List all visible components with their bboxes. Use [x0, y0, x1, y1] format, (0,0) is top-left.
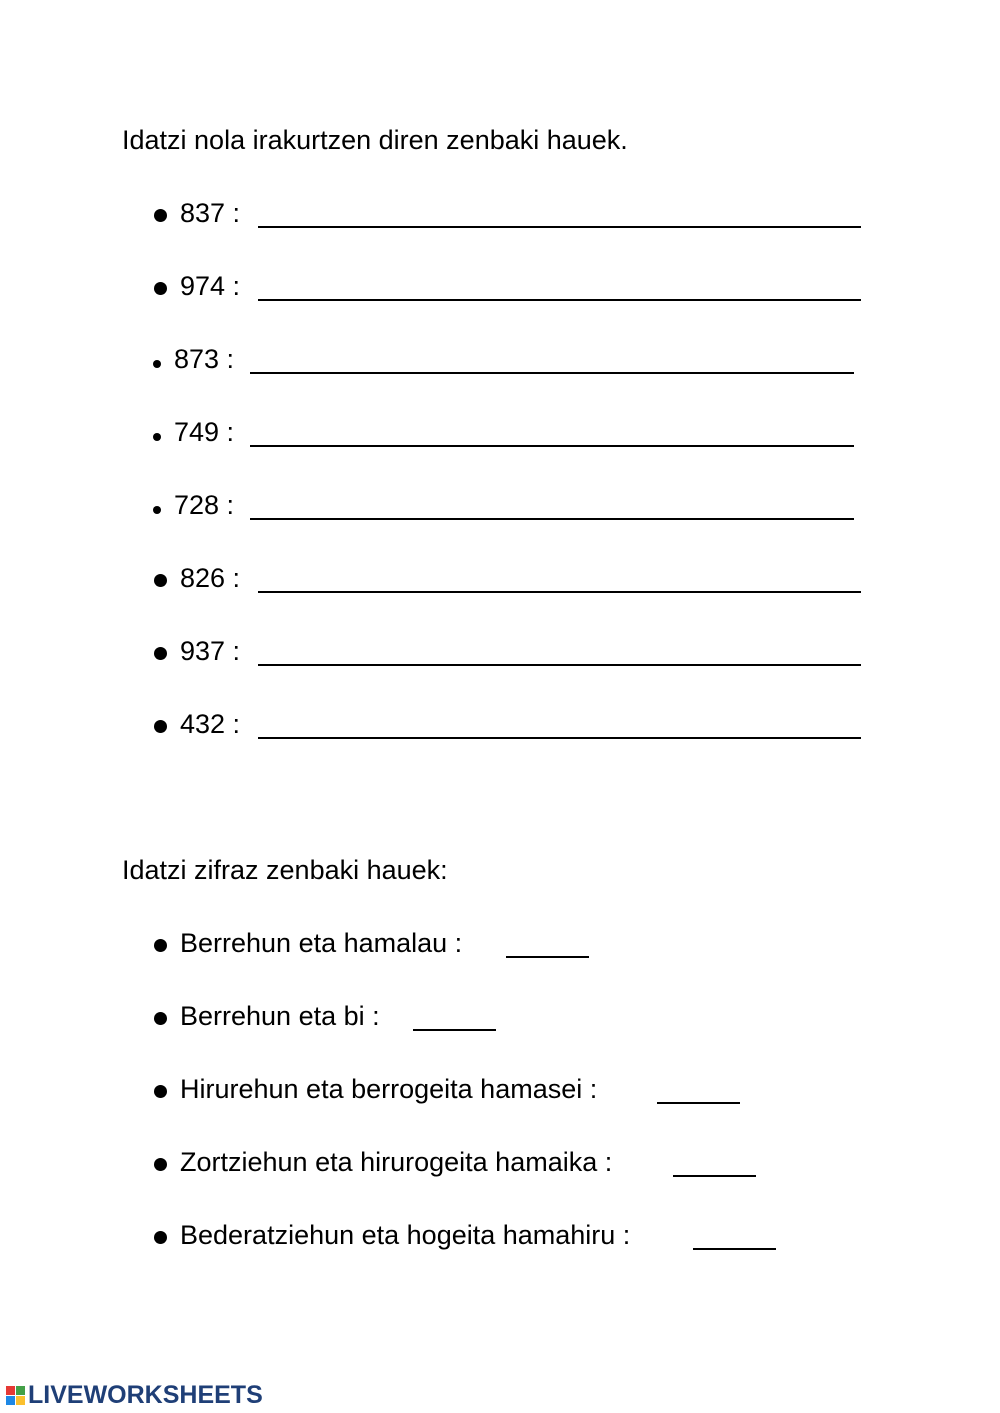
liveworksheets-logo	[6, 1380, 263, 1410]
bullet-icon	[154, 574, 167, 587]
number-label: 974 :	[180, 271, 241, 301]
answer-line[interactable]	[250, 372, 854, 374]
phrase-label: Berrehun eta hamalau :	[180, 928, 463, 958]
section-2-title: Idatzi zifraz zenbaki hauek:	[122, 855, 448, 885]
bullet-icon	[154, 1158, 167, 1171]
brand-name: LIVEWORKSHEETS	[28, 1380, 263, 1409]
answer-line[interactable]	[258, 591, 861, 593]
number-label: 837 :	[180, 198, 241, 228]
answer-line[interactable]	[693, 1248, 776, 1250]
answer-line[interactable]	[258, 664, 861, 666]
number-label: 873 :	[174, 344, 235, 374]
list-item	[150, 416, 870, 456]
bullet-icon	[154, 209, 167, 222]
answer-line[interactable]	[413, 1029, 496, 1031]
bullet-icon	[154, 1231, 167, 1244]
list-item	[150, 343, 870, 383]
phrase-label: Hirurehun eta berrogeita hamasei :	[180, 1074, 598, 1104]
bullet-icon	[154, 1085, 167, 1098]
number-label: 728 :	[174, 490, 235, 520]
list-item	[150, 635, 870, 675]
number-label: 432 :	[180, 709, 241, 739]
section-1-title: Idatzi nola irakurtzen diren zenbaki hauek.	[122, 125, 628, 155]
phrase-label: Berrehun eta bi :	[180, 1001, 380, 1031]
bullet-icon	[153, 360, 161, 368]
list-item	[150, 1073, 870, 1113]
bullet-icon	[153, 433, 161, 441]
list-item	[150, 927, 870, 967]
answer-line[interactable]	[258, 299, 861, 301]
number-label: 937 :	[180, 636, 241, 666]
answer-line[interactable]	[258, 226, 861, 228]
answer-line[interactable]	[250, 445, 854, 447]
number-label: 749 :	[174, 417, 235, 447]
list-item	[150, 1146, 870, 1186]
answer-line[interactable]	[506, 956, 589, 958]
bullet-icon	[153, 506, 161, 514]
answer-line[interactable]	[657, 1102, 740, 1104]
list-item	[150, 562, 870, 602]
logo-blocks-icon	[6, 1386, 25, 1405]
bullet-icon	[154, 939, 167, 952]
list-item	[150, 1000, 870, 1040]
answer-line[interactable]	[673, 1175, 756, 1177]
list-item	[150, 708, 870, 748]
number-label: 826 :	[180, 563, 241, 593]
list-item	[150, 1219, 870, 1259]
bullet-icon	[154, 282, 167, 295]
bullet-icon	[154, 720, 167, 733]
list-item	[150, 197, 870, 237]
answer-line[interactable]	[258, 737, 861, 739]
bullet-icon	[154, 1012, 167, 1025]
bullet-icon	[154, 647, 167, 660]
answer-line[interactable]	[250, 518, 854, 520]
list-item	[150, 270, 870, 310]
phrase-label: Zortziehun eta hirurogeita hamaika :	[180, 1147, 613, 1177]
phrase-label: Bederatziehun eta hogeita hamahiru :	[180, 1220, 631, 1250]
list-item	[150, 489, 870, 529]
